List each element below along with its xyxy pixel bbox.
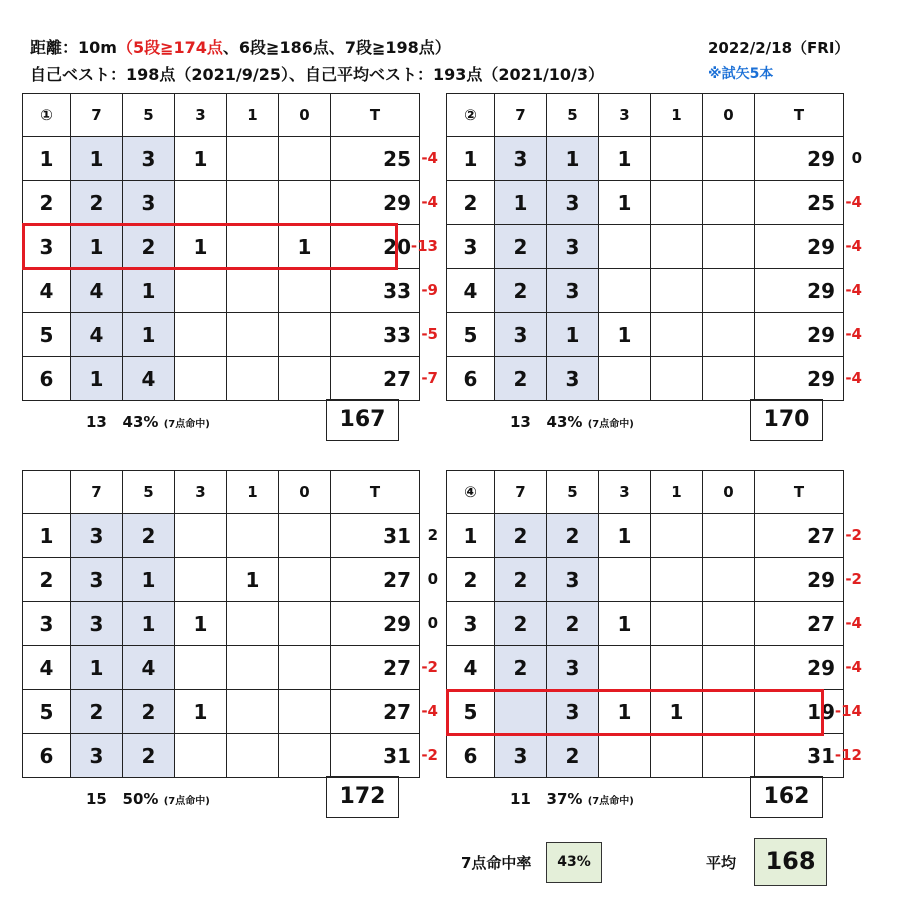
threshold-5dan: 5段≧174点 bbox=[132, 38, 223, 57]
end-diff: -4 bbox=[421, 149, 438, 167]
end-number: 2 bbox=[23, 181, 71, 225]
end-number: 1 bbox=[23, 514, 71, 558]
column-header: 1 bbox=[651, 94, 703, 137]
round-label: ④ bbox=[447, 471, 495, 514]
threshold-paren: （ bbox=[116, 38, 133, 57]
column-header: T bbox=[331, 471, 420, 514]
count-5: 1 bbox=[123, 602, 175, 646]
end-total: 27 bbox=[755, 602, 844, 646]
column-header: 5 bbox=[123, 94, 175, 137]
column-header: 3 bbox=[175, 94, 227, 137]
table-row bbox=[23, 734, 420, 778]
end-number: 1 bbox=[23, 137, 71, 181]
count-1 bbox=[227, 181, 279, 225]
count-7: 2 bbox=[71, 690, 123, 734]
count-5: 3 bbox=[123, 181, 175, 225]
count-1 bbox=[651, 646, 703, 690]
practice-note: ※試矢5本 bbox=[708, 66, 774, 82]
end-diff: -7 bbox=[421, 369, 438, 387]
count-7: 4 bbox=[71, 313, 123, 357]
count-5: 3 bbox=[547, 690, 599, 734]
end-total: 27 bbox=[755, 514, 844, 558]
end-total: 33 bbox=[331, 269, 420, 313]
count-3 bbox=[599, 646, 651, 690]
end-total: 19 bbox=[755, 690, 844, 734]
column-header: 1 bbox=[227, 471, 279, 514]
count-3: 1 bbox=[175, 225, 227, 269]
table-row bbox=[23, 137, 420, 181]
count-3 bbox=[599, 357, 651, 401]
count-5: 2 bbox=[547, 602, 599, 646]
hit-rate: 43% bbox=[546, 413, 583, 431]
end-total: 29 bbox=[331, 181, 420, 225]
table-row bbox=[23, 514, 420, 558]
end-total: 33 bbox=[331, 313, 420, 357]
count-1 bbox=[227, 137, 279, 181]
threshold-rest: 、6段≧186点、7段≧198点） bbox=[222, 38, 451, 57]
count-0 bbox=[279, 181, 331, 225]
column-header: 1 bbox=[651, 471, 703, 514]
count-5: 2 bbox=[123, 690, 175, 734]
count-5: 3 bbox=[547, 646, 599, 690]
count-1 bbox=[651, 313, 703, 357]
column-header: 7 bbox=[71, 471, 123, 514]
end-total: 31 bbox=[331, 734, 420, 778]
count-1 bbox=[227, 357, 279, 401]
end-total: 25 bbox=[755, 181, 844, 225]
column-header: T bbox=[755, 94, 844, 137]
count-7: 3 bbox=[71, 734, 123, 778]
count-7: 2 bbox=[495, 225, 547, 269]
count-0 bbox=[703, 514, 755, 558]
count-1: 1 bbox=[227, 558, 279, 602]
count-0 bbox=[703, 357, 755, 401]
end-number: 4 bbox=[447, 646, 495, 690]
count-7: 2 bbox=[495, 558, 547, 602]
end-total: 29 bbox=[755, 646, 844, 690]
end-total: 27 bbox=[331, 357, 420, 401]
end-diff: -2 bbox=[421, 658, 438, 676]
count-1 bbox=[651, 514, 703, 558]
table-header bbox=[23, 471, 420, 514]
end-total: 27 bbox=[331, 558, 420, 602]
count-5: 1 bbox=[123, 558, 175, 602]
end-diff: -4 bbox=[845, 658, 862, 676]
count-3: 1 bbox=[599, 514, 651, 558]
count-0 bbox=[279, 646, 331, 690]
count-0 bbox=[703, 137, 755, 181]
round-summary bbox=[510, 413, 634, 431]
round-table-2 bbox=[446, 93, 844, 401]
hit-rate-label: 7点命中率 bbox=[461, 854, 532, 872]
count-3 bbox=[175, 514, 227, 558]
table-row bbox=[23, 269, 420, 313]
count-3: 1 bbox=[599, 313, 651, 357]
count-1 bbox=[651, 181, 703, 225]
count-3 bbox=[175, 558, 227, 602]
count-0 bbox=[279, 269, 331, 313]
hit-rate: 43% bbox=[122, 413, 159, 431]
table-row bbox=[447, 137, 844, 181]
round-total: 162 bbox=[750, 776, 823, 818]
count-0 bbox=[703, 225, 755, 269]
count-7: 4 bbox=[71, 269, 123, 313]
end-diff: -14 bbox=[834, 702, 862, 720]
end-number: 6 bbox=[447, 357, 495, 401]
end-number: 3 bbox=[447, 602, 495, 646]
count-5: 2 bbox=[123, 734, 175, 778]
end-total: 29 bbox=[331, 602, 420, 646]
end-diff: -12 bbox=[834, 746, 862, 764]
hit-count: 13 bbox=[86, 413, 107, 431]
table-row bbox=[447, 225, 844, 269]
average-value: 168 bbox=[754, 838, 827, 886]
table-row bbox=[23, 602, 420, 646]
end-total: 29 bbox=[755, 558, 844, 602]
end-diff: -13 bbox=[410, 237, 438, 255]
count-3: 1 bbox=[599, 181, 651, 225]
end-number: 5 bbox=[23, 690, 71, 734]
count-7: 2 bbox=[495, 646, 547, 690]
count-3 bbox=[599, 734, 651, 778]
count-1 bbox=[227, 602, 279, 646]
end-diff: -4 bbox=[845, 237, 862, 255]
count-5: 3 bbox=[123, 137, 175, 181]
end-total: 25 bbox=[331, 137, 420, 181]
count-7: 2 bbox=[495, 514, 547, 558]
column-header: 1 bbox=[227, 94, 279, 137]
count-0 bbox=[703, 646, 755, 690]
count-3: 1 bbox=[175, 602, 227, 646]
count-5: 4 bbox=[123, 646, 175, 690]
count-0 bbox=[279, 602, 331, 646]
end-total: 29 bbox=[755, 137, 844, 181]
end-number: 2 bbox=[23, 558, 71, 602]
end-number: 5 bbox=[447, 690, 495, 734]
count-7: 2 bbox=[495, 357, 547, 401]
end-total: 29 bbox=[755, 357, 844, 401]
count-7: 2 bbox=[495, 269, 547, 313]
column-header: 0 bbox=[703, 471, 755, 514]
column-header: 3 bbox=[599, 471, 651, 514]
count-0 bbox=[279, 514, 331, 558]
count-0 bbox=[279, 313, 331, 357]
end-total: 29 bbox=[755, 269, 844, 313]
count-1 bbox=[227, 514, 279, 558]
average-label: 平均 bbox=[706, 854, 737, 872]
end-number: 1 bbox=[447, 137, 495, 181]
count-0 bbox=[279, 558, 331, 602]
end-total: 27 bbox=[331, 690, 420, 734]
hit-rate: 50% bbox=[122, 790, 159, 808]
table-header bbox=[447, 471, 844, 514]
session-date: 2022/2/18（FRI） bbox=[708, 39, 850, 57]
end-diff: 0 bbox=[427, 614, 438, 632]
hit-rate: 37% bbox=[546, 790, 583, 808]
count-0 bbox=[703, 558, 755, 602]
count-5: 2 bbox=[123, 225, 175, 269]
hit-count: 13 bbox=[510, 413, 531, 431]
count-0 bbox=[279, 137, 331, 181]
column-header: 5 bbox=[123, 471, 175, 514]
count-7: 3 bbox=[71, 602, 123, 646]
end-number: 6 bbox=[447, 734, 495, 778]
end-total: 20 bbox=[331, 225, 420, 269]
round-label bbox=[23, 471, 71, 514]
count-7: 1 bbox=[71, 225, 123, 269]
column-header: 5 bbox=[547, 94, 599, 137]
table-row bbox=[447, 269, 844, 313]
hit-rate-note: (7点命中) bbox=[587, 796, 634, 807]
end-diff: -4 bbox=[845, 281, 862, 299]
count-0: 1 bbox=[279, 225, 331, 269]
column-header: 0 bbox=[279, 471, 331, 514]
end-number: 2 bbox=[447, 558, 495, 602]
end-diff: -4 bbox=[845, 325, 862, 343]
end-number: 3 bbox=[447, 225, 495, 269]
count-5: 1 bbox=[547, 137, 599, 181]
count-5: 3 bbox=[547, 181, 599, 225]
end-diff: -4 bbox=[845, 193, 862, 211]
round-total: 167 bbox=[326, 399, 399, 441]
count-7: 3 bbox=[495, 734, 547, 778]
end-number: 4 bbox=[23, 269, 71, 313]
table-header bbox=[23, 94, 420, 137]
count-5: 3 bbox=[547, 269, 599, 313]
count-0 bbox=[703, 269, 755, 313]
end-total: 27 bbox=[331, 646, 420, 690]
count-0 bbox=[703, 734, 755, 778]
hit-count: 11 bbox=[510, 790, 531, 808]
column-header: 5 bbox=[547, 471, 599, 514]
count-0 bbox=[703, 313, 755, 357]
round-summary bbox=[510, 790, 634, 808]
count-5: 3 bbox=[547, 357, 599, 401]
count-5: 3 bbox=[547, 558, 599, 602]
round-summary bbox=[86, 413, 210, 431]
table-row bbox=[447, 734, 844, 778]
count-3 bbox=[175, 357, 227, 401]
table-row bbox=[447, 181, 844, 225]
hit-count: 15 bbox=[86, 790, 107, 808]
table-row bbox=[447, 646, 844, 690]
distance-label: 距離：10m bbox=[30, 38, 117, 57]
count-7: 3 bbox=[71, 558, 123, 602]
count-0 bbox=[703, 602, 755, 646]
count-5: 1 bbox=[123, 313, 175, 357]
count-1 bbox=[651, 734, 703, 778]
count-7: 1 bbox=[71, 137, 123, 181]
column-header: 0 bbox=[703, 94, 755, 137]
count-3 bbox=[175, 269, 227, 313]
table-row bbox=[447, 558, 844, 602]
count-3: 1 bbox=[175, 137, 227, 181]
hit-rate-value: 43% bbox=[546, 842, 602, 883]
count-1 bbox=[651, 225, 703, 269]
column-header: 0 bbox=[279, 94, 331, 137]
end-number: 6 bbox=[23, 734, 71, 778]
end-diff: -4 bbox=[845, 369, 862, 387]
end-number: 5 bbox=[23, 313, 71, 357]
round-summary bbox=[86, 790, 210, 808]
count-5: 1 bbox=[123, 269, 175, 313]
end-diff: -2 bbox=[421, 746, 438, 764]
count-1: 1 bbox=[651, 690, 703, 734]
count-3 bbox=[599, 225, 651, 269]
hit-rate-note: (7点命中) bbox=[587, 419, 634, 430]
count-1 bbox=[651, 357, 703, 401]
table-row bbox=[447, 514, 844, 558]
count-1 bbox=[651, 137, 703, 181]
hit-rate-note: (7点命中) bbox=[163, 419, 210, 430]
count-3: 1 bbox=[599, 690, 651, 734]
count-3 bbox=[175, 313, 227, 357]
end-number: 1 bbox=[447, 514, 495, 558]
end-diff: 0 bbox=[851, 149, 862, 167]
end-diff: -2 bbox=[845, 526, 862, 544]
end-diff: -4 bbox=[421, 702, 438, 720]
count-1 bbox=[651, 269, 703, 313]
table-header bbox=[447, 94, 844, 137]
low-score-highlight-r4 bbox=[446, 689, 824, 736]
table-row bbox=[23, 181, 420, 225]
end-diff: -4 bbox=[845, 614, 862, 632]
personal-best: 自己ベスト：198点（2021/9/25）、自己平均ベスト：193点（2021/10/3） bbox=[30, 65, 605, 84]
count-1 bbox=[227, 313, 279, 357]
table-row bbox=[23, 690, 420, 734]
end-number: 3 bbox=[23, 602, 71, 646]
hit-rate-note: (7点命中) bbox=[163, 796, 210, 807]
table-row bbox=[23, 357, 420, 401]
count-1 bbox=[227, 734, 279, 778]
round-label: ② bbox=[447, 94, 495, 137]
column-header: T bbox=[755, 471, 844, 514]
end-number: 3 bbox=[23, 225, 71, 269]
table-row bbox=[23, 313, 420, 357]
column-header: 7 bbox=[495, 471, 547, 514]
count-0 bbox=[279, 690, 331, 734]
count-7: 1 bbox=[71, 646, 123, 690]
count-1 bbox=[651, 558, 703, 602]
count-5: 4 bbox=[123, 357, 175, 401]
count-1 bbox=[227, 269, 279, 313]
end-number: 2 bbox=[447, 181, 495, 225]
end-number: 4 bbox=[23, 646, 71, 690]
table-row bbox=[447, 357, 844, 401]
count-7: 2 bbox=[71, 181, 123, 225]
end-diff: 0 bbox=[427, 570, 438, 588]
count-5: 2 bbox=[547, 514, 599, 558]
count-3 bbox=[175, 734, 227, 778]
table-row bbox=[23, 646, 420, 690]
end-diff: -9 bbox=[421, 281, 438, 299]
round-total: 172 bbox=[326, 776, 399, 818]
end-number: 6 bbox=[23, 357, 71, 401]
count-3 bbox=[175, 181, 227, 225]
end-total: 29 bbox=[755, 313, 844, 357]
distance-line bbox=[30, 35, 451, 58]
low-score-highlight-r1 bbox=[22, 223, 398, 270]
count-7: 3 bbox=[495, 313, 547, 357]
end-diff: -2 bbox=[845, 570, 862, 588]
count-7: 3 bbox=[495, 137, 547, 181]
count-7: 1 bbox=[71, 357, 123, 401]
table-row bbox=[447, 602, 844, 646]
end-total: 31 bbox=[331, 514, 420, 558]
column-header: 7 bbox=[71, 94, 123, 137]
count-0 bbox=[279, 734, 331, 778]
count-5: 1 bbox=[547, 313, 599, 357]
count-3: 1 bbox=[599, 137, 651, 181]
round-label: ① bbox=[23, 94, 71, 137]
count-7: 2 bbox=[495, 602, 547, 646]
count-3: 1 bbox=[599, 602, 651, 646]
table-row bbox=[23, 558, 420, 602]
end-diff: -5 bbox=[421, 325, 438, 343]
count-3 bbox=[175, 646, 227, 690]
count-7: 1 bbox=[495, 181, 547, 225]
count-0 bbox=[703, 181, 755, 225]
round-table-3 bbox=[22, 470, 420, 778]
count-3 bbox=[599, 558, 651, 602]
column-header: 3 bbox=[599, 94, 651, 137]
column-header: 7 bbox=[495, 94, 547, 137]
count-5: 3 bbox=[547, 225, 599, 269]
count-3: 1 bbox=[175, 690, 227, 734]
column-header: T bbox=[331, 94, 420, 137]
count-7: 3 bbox=[71, 514, 123, 558]
end-total: 31 bbox=[755, 734, 844, 778]
count-0 bbox=[279, 357, 331, 401]
end-number: 4 bbox=[447, 269, 495, 313]
count-1 bbox=[227, 646, 279, 690]
count-5: 2 bbox=[123, 514, 175, 558]
end-diff: 2 bbox=[427, 526, 438, 544]
column-header: 3 bbox=[175, 471, 227, 514]
count-5: 2 bbox=[547, 734, 599, 778]
table-row bbox=[447, 313, 844, 357]
count-3 bbox=[599, 269, 651, 313]
end-number: 5 bbox=[447, 313, 495, 357]
count-1 bbox=[227, 690, 279, 734]
end-total: 29 bbox=[755, 225, 844, 269]
count-1 bbox=[651, 602, 703, 646]
end-diff: -4 bbox=[421, 193, 438, 211]
round-total: 170 bbox=[750, 399, 823, 441]
